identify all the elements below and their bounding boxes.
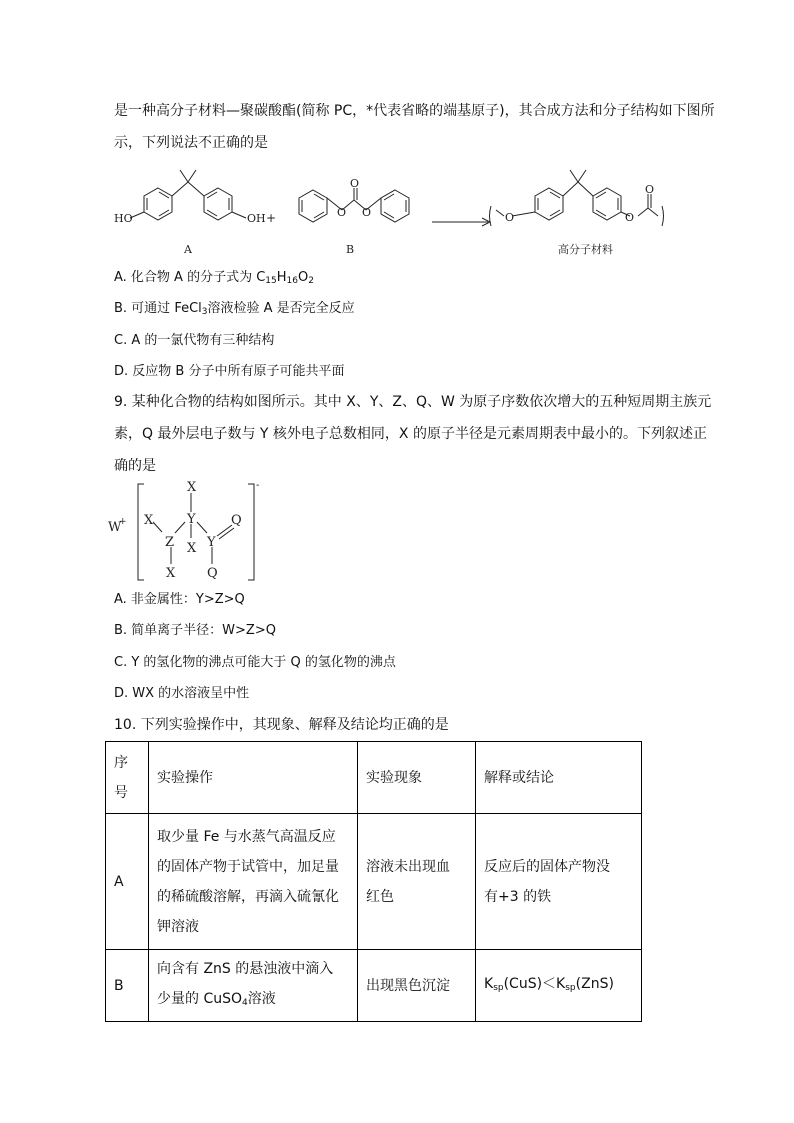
x-top: X [187, 480, 197, 495]
row-b-seq: B [106, 950, 149, 1022]
q9-stem-line-1: 9. 某种化合物的结构如图所示。其中 X、Y、Z、Q、W 为原子序数依次增大的五种短周期主族元 [114, 394, 712, 410]
label-a: A [184, 243, 192, 256]
label-b: B [346, 243, 355, 256]
header-conclusion: 解释或结论 [476, 742, 642, 814]
table-row-a [106, 814, 642, 950]
w-charge: + [119, 517, 127, 527]
q8-stem-line-2: 示，下列说法不正确的是 [114, 135, 268, 151]
z-label: Z [165, 535, 175, 550]
reaction-scheme [110, 160, 680, 260]
q9-option-c: C. Y 的氢化物的沸点可能大于 Q 的氢化物的沸点 [114, 655, 396, 670]
q8-option-c: C. A 的一氯代物有三种结构 [114, 333, 275, 348]
header-phenomenon: 实验现象 [358, 742, 476, 814]
row-b-conclusion: $K_{sp}(CuS)<K_{sp}(ZnS)$ [476, 950, 642, 1022]
q9-option-b: B. 简单离子半径：W>Z>Q [114, 623, 276, 638]
x-middle: X [187, 541, 197, 556]
experiment-table [105, 741, 642, 1022]
o-label-b2: O [350, 177, 360, 190]
y-right: Y [207, 535, 216, 550]
row-b-operation: 向含有 ZnS 的悬浊液中滴入 少量的 CuSO$_4$溶液 [149, 950, 358, 1022]
o-label-b1: O [337, 206, 347, 219]
anion-charge: - [256, 480, 260, 491]
row-a-phenomenon: 溶液未出现血 红色 [358, 814, 476, 950]
o-label-p2: O [625, 211, 635, 224]
plus-sign: + [266, 211, 277, 225]
ho-label: HO [114, 212, 133, 225]
row-a-conclusion: 反应后的固体产物没 有+3 的铁 [476, 814, 642, 950]
header-operation: 实验操作 [149, 742, 358, 814]
o-label-p3: O [645, 183, 655, 196]
q8-option-d: D. 反应物 B 分子中所有原子可能共平面 [114, 364, 345, 379]
o-label-b3: O [362, 206, 372, 219]
q9-stem-line-3: 确的是 [114, 458, 156, 474]
q8-option-b: B. 可通过 FeCl$_3$溶液检验 A 是否完全反应 [114, 301, 355, 317]
row-b-phenomenon: 出现黑色沉淀 [358, 950, 476, 1022]
x-left: X [144, 513, 154, 528]
table-header-row [106, 742, 642, 814]
y-center: Y [187, 512, 196, 527]
row-a-operation: 取少量 Fe 与水蒸气高温反应 的固体产物于试管中，加足量 的稀硫酸溶解，再滴入硫氰化 钾溶液 [149, 814, 358, 950]
header-seq: 序 号 [106, 742, 149, 814]
q9-option-a: A. 非金属性：Y>Z>Q [114, 592, 245, 607]
q10-stem: 10. 下列实验操作中，其现象、解释及结论均正确的是 [114, 717, 449, 733]
q9-structure [108, 476, 268, 588]
x-bottom: X [166, 566, 176, 581]
q9-option-d: D. WX 的水溶液呈中性 [114, 686, 250, 701]
q-top: Q [231, 513, 242, 528]
q8-stem-line-1: 是一种高分子材料—聚碳酸酯(简称 PC，*代表省略的端基原子)，其合成方法和分子结构如下图所 [114, 103, 715, 119]
q-bottom: Q [207, 566, 218, 581]
q9-stem-line-2: 素，Q 最外层电子数与 Y 核外电子总数相同，X 的原子半径是元素周期表中最小的。下列叙述正 [114, 426, 707, 442]
row-a-seq: A [106, 814, 149, 950]
label-product: 高分子材料 [558, 243, 613, 256]
oh-label: OH [247, 212, 266, 225]
w-label: W [108, 520, 122, 535]
o-label-p1: O [505, 211, 515, 224]
q8-option-a: A. 化合物 A 的分子式为 $C_{15}H_{16}O_2$ [114, 270, 314, 286]
table-row-b [106, 950, 642, 1022]
